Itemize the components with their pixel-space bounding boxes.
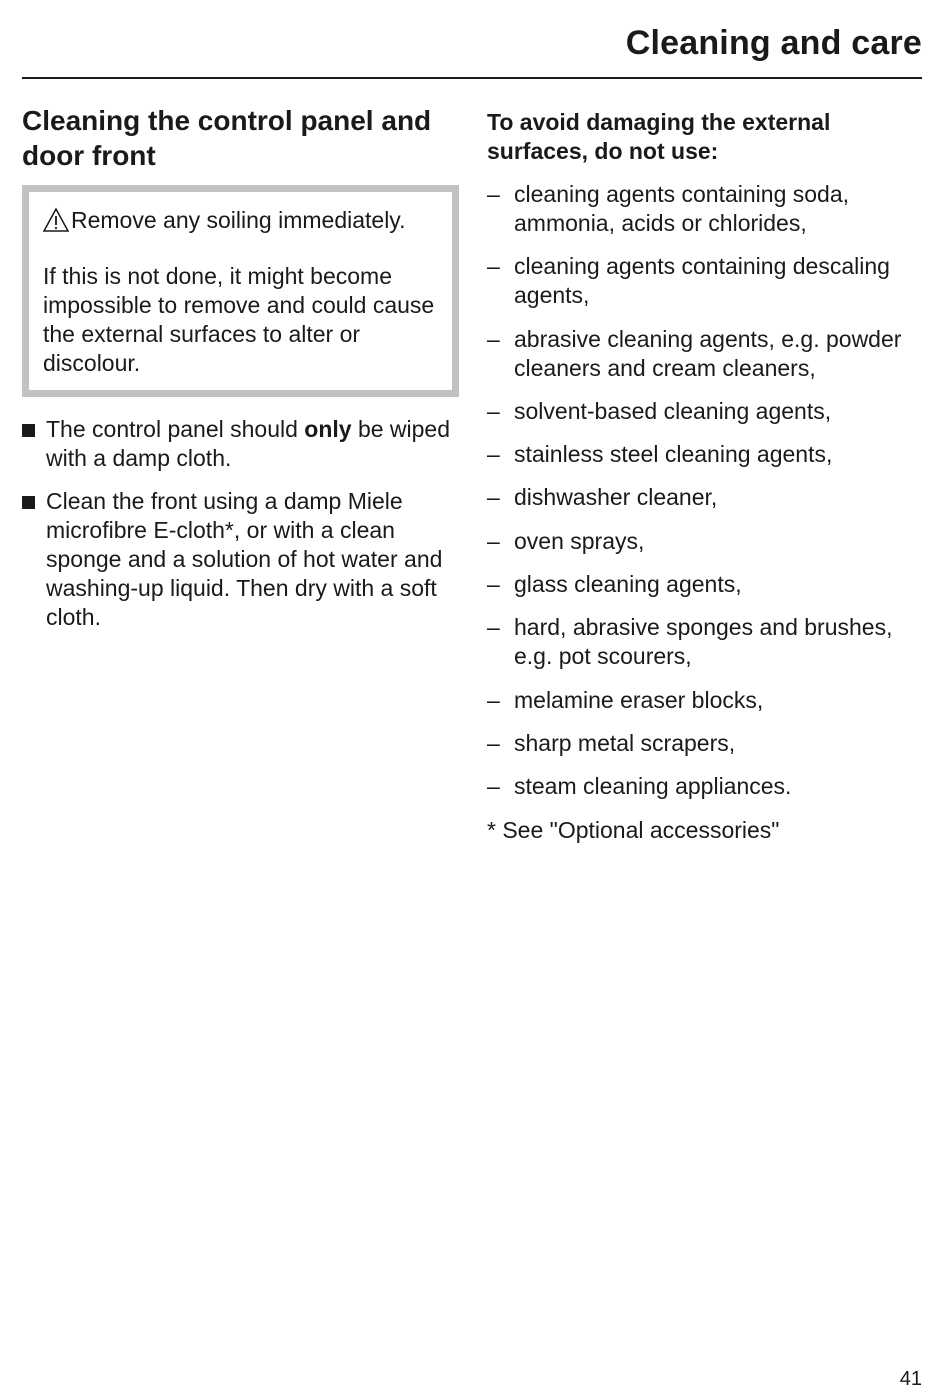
list-item xyxy=(487,772,927,801)
footnote: * See "Optional accessories" xyxy=(487,816,780,843)
warning-box xyxy=(22,185,459,397)
list-item-text: cleaning agents containing soda, ammonia, acids or chlorides, xyxy=(514,181,850,236)
bullet-text: The control panel should xyxy=(46,416,305,442)
dash-marker: – xyxy=(487,686,500,713)
dash-marker: – xyxy=(487,729,500,756)
list-item xyxy=(487,252,927,310)
section-title: Cleaning the control panel and door front xyxy=(22,105,432,171)
page-header xyxy=(22,0,922,79)
list-item xyxy=(487,325,927,383)
avoid-list xyxy=(487,180,927,801)
bullet-text: be wiped with a damp cloth. xyxy=(46,416,451,471)
list-item xyxy=(487,440,927,469)
list-item-text: dishwasher cleaner, xyxy=(514,484,718,511)
list-item-text: solvent-based cleaning agents, xyxy=(514,397,832,424)
list-item xyxy=(22,415,459,473)
list-item xyxy=(487,729,927,758)
left-column xyxy=(22,103,459,646)
dash-marker: – xyxy=(487,773,500,800)
warning-text: If this is not done, it might become impossible to remove and could cause the external surfaces to alter or discolour. xyxy=(43,263,435,376)
list-item xyxy=(487,180,927,238)
list-item-text: melamine eraser blocks, xyxy=(514,686,764,713)
list-item xyxy=(487,686,927,715)
dash-marker: – xyxy=(487,181,500,207)
square-bullet-icon xyxy=(22,424,35,437)
dash-marker: – xyxy=(487,253,500,280)
list-item xyxy=(487,527,927,556)
bullet-text: Clean the front using a damp Miele microfibre E-cloth*, or with a clean sponge and a solution of hot water and washing-up liquid. Then dry with a soft cloth. xyxy=(46,488,443,630)
list-item xyxy=(487,570,927,599)
list-item-text: hard, abrasive sponges and brushes, e.g. pot scourers, xyxy=(514,614,893,670)
bullet-emphasis: only xyxy=(304,416,352,442)
list-item-text: oven sprays, xyxy=(514,527,645,554)
list-item xyxy=(487,613,927,671)
dash-marker: – xyxy=(487,484,500,511)
dash-marker: – xyxy=(487,614,500,641)
page-number: 41 xyxy=(899,1368,922,1390)
list-item-text: sharp metal scrapers, xyxy=(514,729,736,756)
dash-marker: – xyxy=(487,441,500,468)
list-item xyxy=(487,483,927,512)
list-item-text: steam cleaning appliances. xyxy=(514,773,792,800)
dash-marker: – xyxy=(487,397,500,424)
dash-marker: – xyxy=(487,325,500,352)
list-item xyxy=(22,487,459,632)
warning-headline: Remove any soiling immediately. xyxy=(71,207,406,233)
avoid-heading: To avoid damaging the external surfaces, do not use: xyxy=(487,109,831,164)
list-item-text: glass cleaning agents, xyxy=(514,571,742,598)
instruction-list xyxy=(22,415,459,632)
square-bullet-icon xyxy=(22,496,35,509)
list-item-text: cleaning agents containing descaling agents, xyxy=(514,253,890,309)
list-item xyxy=(487,397,927,426)
warning-triangle-icon xyxy=(43,207,69,233)
warning-headline-row xyxy=(43,206,440,235)
right-column xyxy=(487,108,927,845)
list-item-text: stainless steel cleaning agents, xyxy=(514,441,833,468)
dash-marker: – xyxy=(487,527,500,554)
dash-marker: – xyxy=(487,571,500,598)
list-item-text: abrasive cleaning agents, e.g. powder cleaners and cream cleaners, xyxy=(514,325,902,381)
page-title: Cleaning and care xyxy=(625,24,922,62)
